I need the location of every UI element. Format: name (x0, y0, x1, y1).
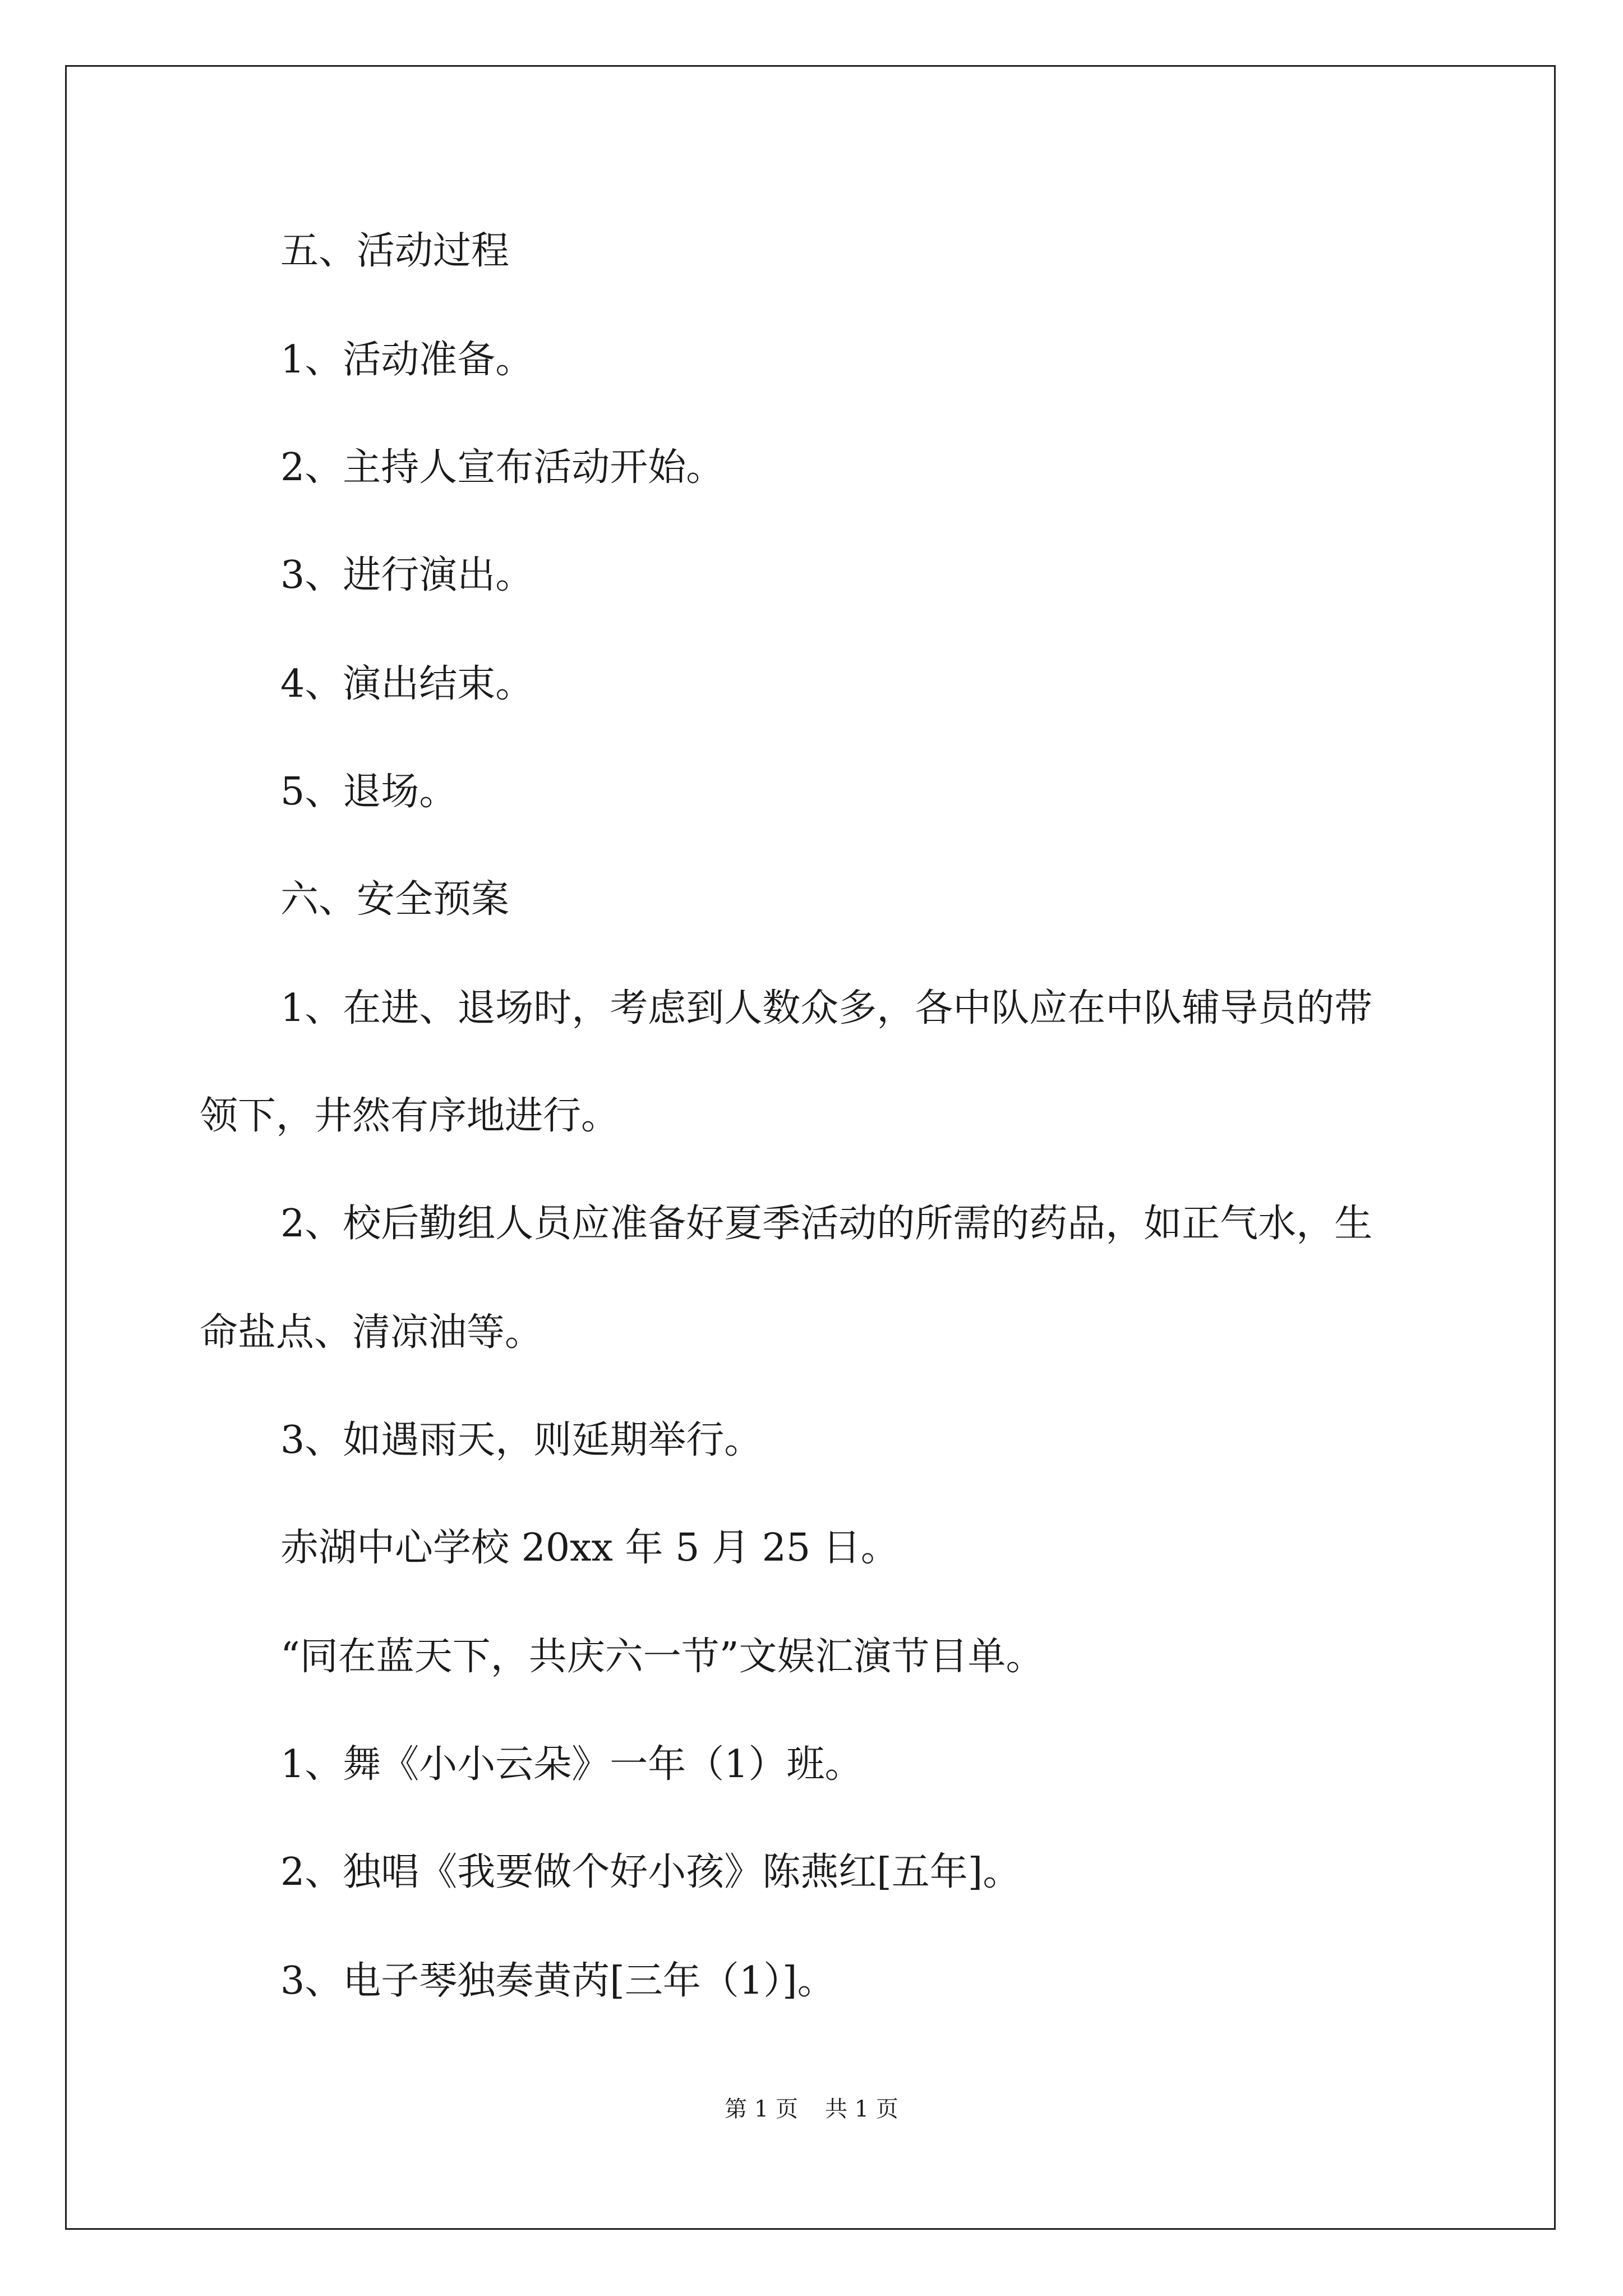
date-line: 赤湖中心学校 20xx 年 5 月 25 日。 (280, 1526, 899, 1570)
paragraph: 5、退场。 (280, 770, 458, 814)
paragraph-continuation: 领下，井然有序地进行。 (200, 1094, 620, 1138)
page-number-total: 共 1 页 (825, 2096, 898, 2122)
paragraph: 3、进行演出。 (280, 553, 534, 597)
paragraph: 4、演出结束。 (280, 662, 534, 706)
program-item: 1、舞《小小云朵》一年（1）班。 (280, 1742, 863, 1787)
paragraph: 1、在进、退场时，考虑到人数众多，各中队应在中队辅导员的带 (280, 986, 1373, 1030)
paragraph: 1、活动准备。 (280, 338, 534, 382)
section-heading-safety-plan: 六、安全预案 (280, 877, 510, 922)
program-title: “同在蓝天下，共庆六一节”文娱汇演节目单。 (280, 1635, 1044, 1679)
paragraph: 3、如遇雨天，则延期举行。 (280, 1418, 763, 1462)
paragraph-continuation: 命盐点、清凉油等。 (200, 1310, 543, 1355)
paragraph: 2、校后勤组人员应准备好夏季活动的所需的药品，如正气水，生 (280, 1202, 1373, 1246)
program-item: 2、独唱《我要做个好小孩》陈燕红[五年]。 (280, 1850, 1021, 1894)
program-item: 3、电子琴独奏黄芮[三年（1）]。 (280, 1959, 836, 2003)
paragraph: 2、主持人宣布活动开始。 (280, 445, 725, 490)
page-footer (0, 2098, 1623, 2120)
page-number-current: 第 1 页 (725, 2096, 798, 2122)
page-border (65, 65, 1556, 2230)
section-heading-activity-process: 五、活动过程 (280, 229, 510, 273)
